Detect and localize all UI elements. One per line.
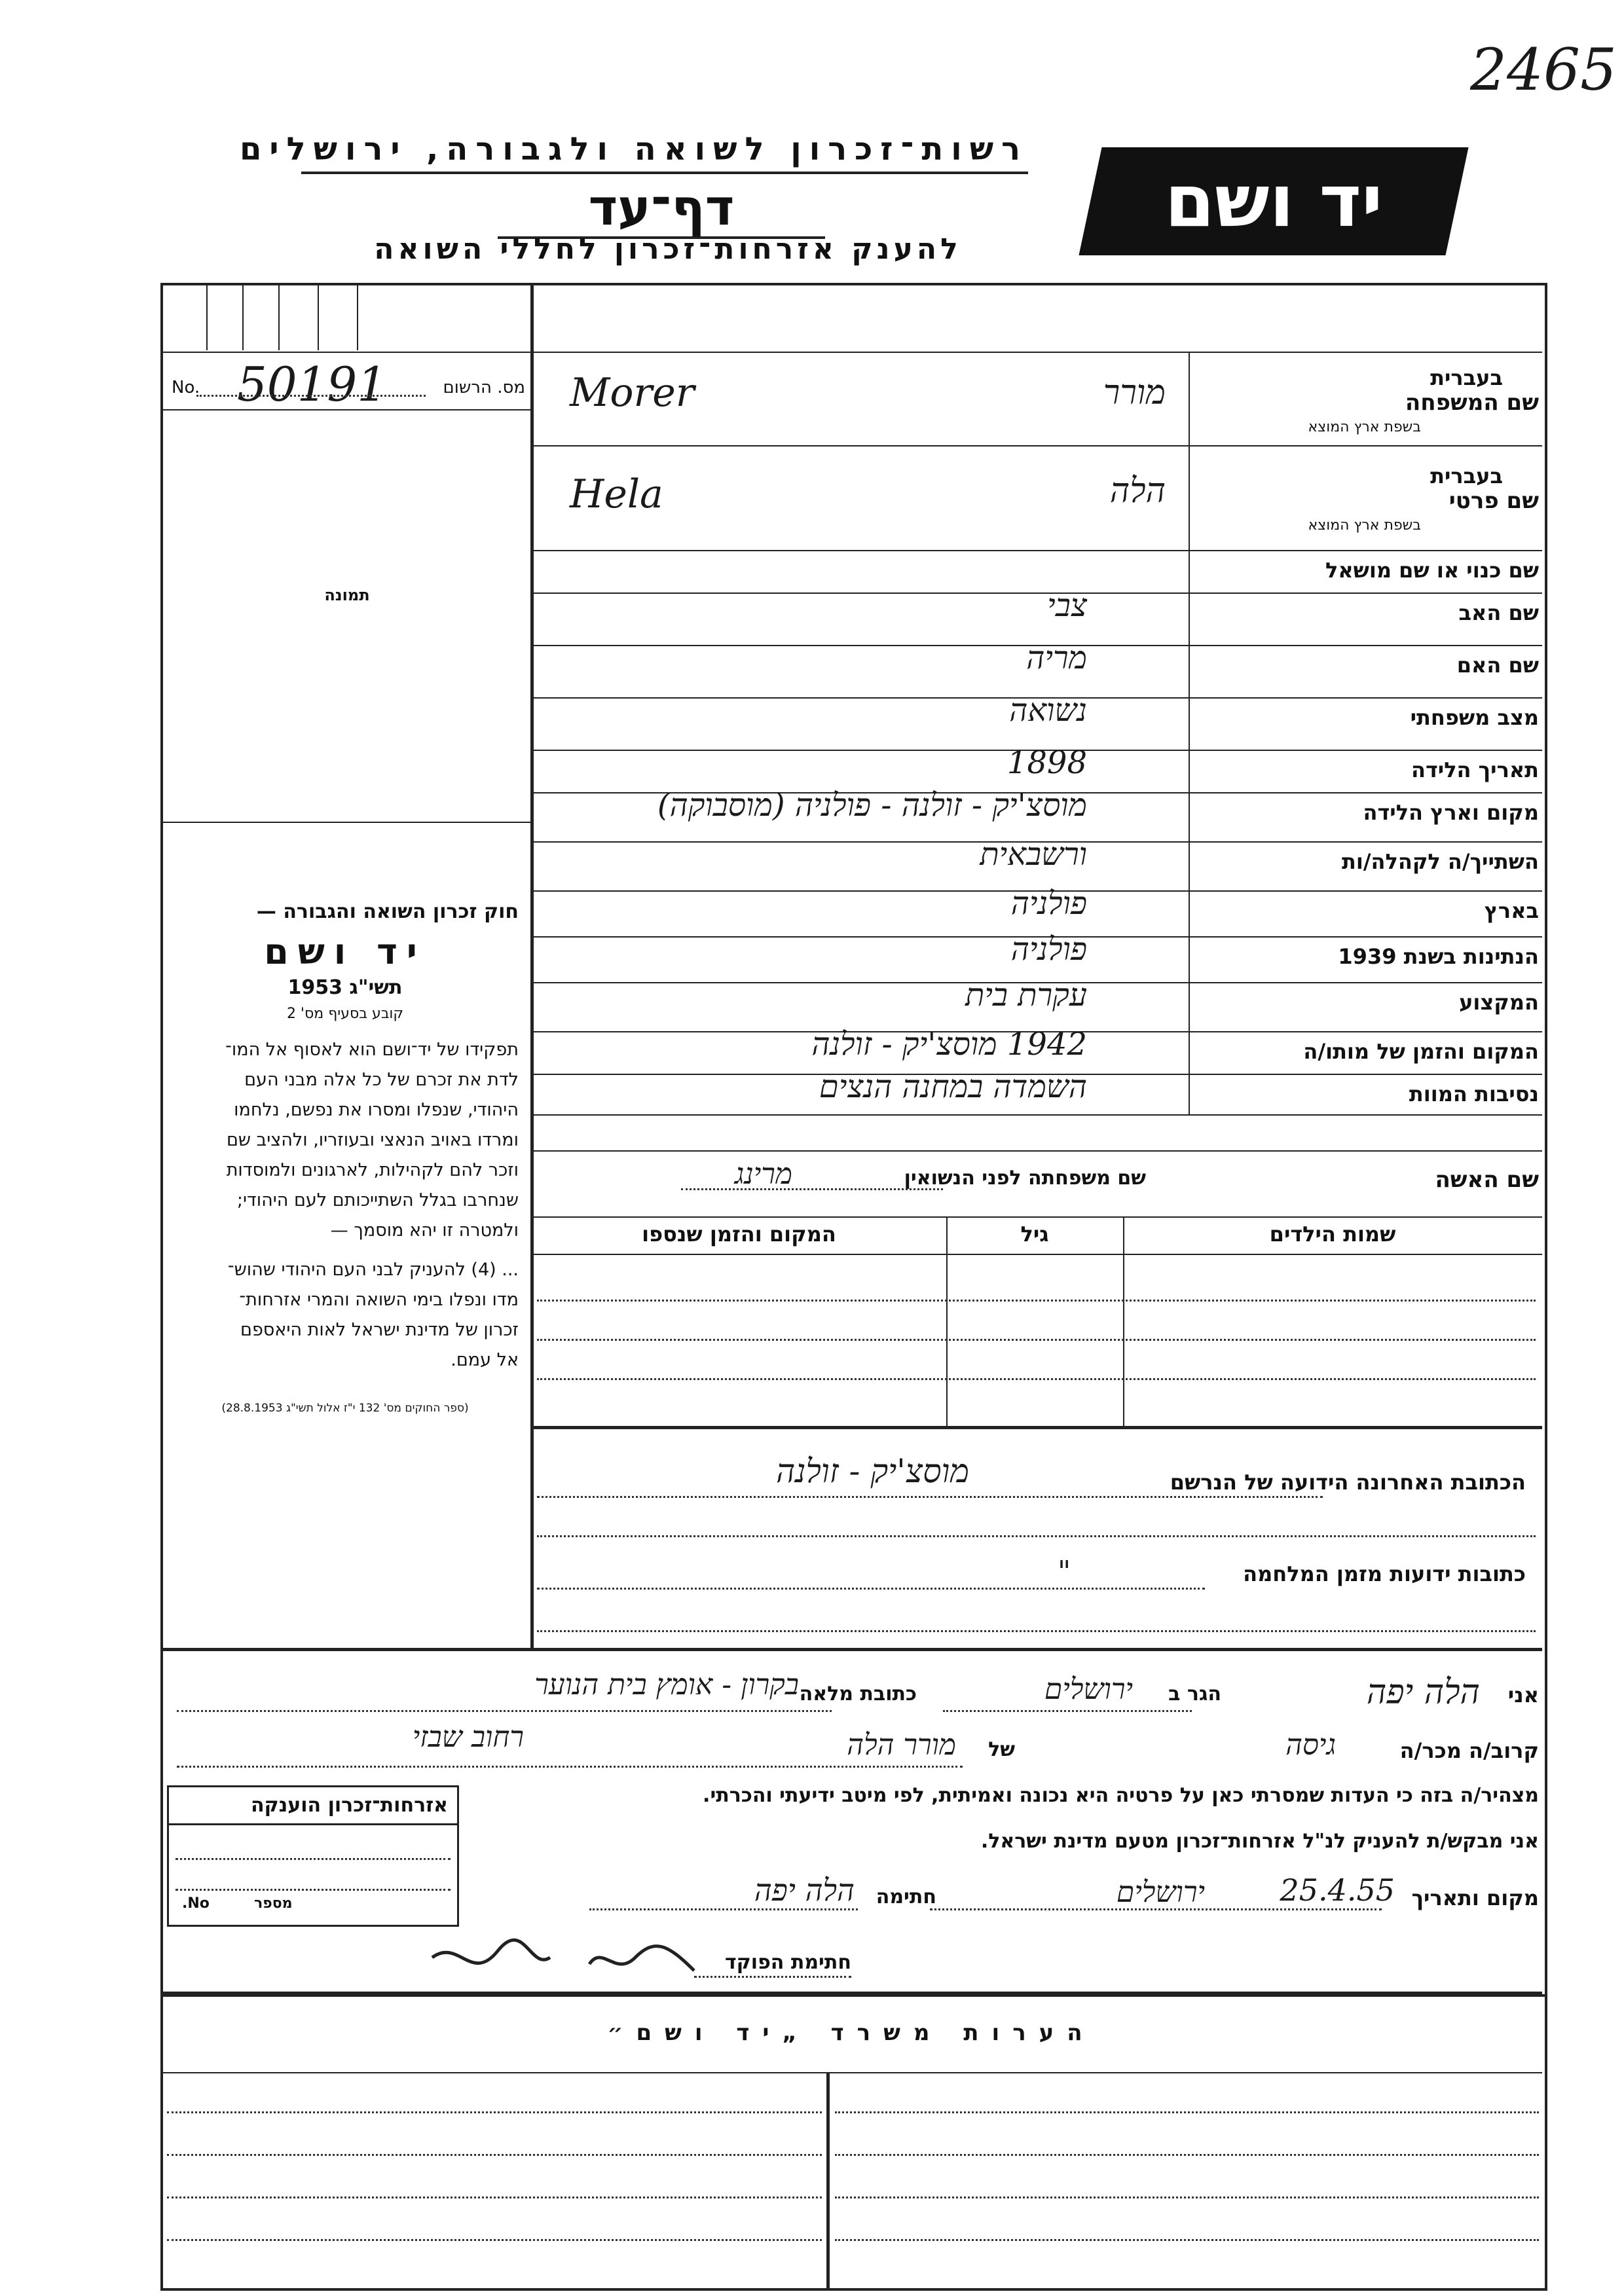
law-clause: קובע בסעיף מס' 2 (286, 1006, 404, 1022)
declaration-date: 25.4.55 (1280, 1872, 1395, 1908)
officer-signature-label: חתימת הפוקד (725, 1951, 851, 1974)
request-text: אני מבקש/ת להעניק לנ"ל אזרחות־זכרון מטעם מדינת ישראל. (980, 1830, 1539, 1853)
death-circ-label: נסיבות המוות (1409, 1082, 1539, 1106)
registration-number: No. 50191 מס. הרשום (172, 357, 525, 412)
corner-archive-number: 2465 (1470, 36, 1617, 103)
children-header-names: שמות הילדים (1269, 1222, 1396, 1247)
law-source: (ספר החוקים מס' 132 י"ז אלול תשי"ג 28.8.1953) (221, 1402, 469, 1415)
registration-value: 50191 (237, 357, 388, 412)
nickname-label: שם כנוי או שם מושאל (1325, 558, 1539, 583)
law-line: ומרדו באויב הנאצי ובעוזריו, ולהציב שם (226, 1130, 519, 1150)
citizenship-label: הנתינות בשנת 1939 (1338, 944, 1539, 969)
logo-text: יד ושם (1164, 159, 1383, 243)
marital-label: מצב משפחתי (1410, 705, 1539, 730)
firstname-origin-value: Hela (570, 471, 663, 517)
yad-vashem-logo (1079, 147, 1468, 255)
last-address-value: מוסצ'יק - זולנה (775, 1452, 969, 1490)
declaration-place: ירושלים (1116, 1876, 1205, 1909)
law-year: תשי"ג 1953 (287, 976, 403, 999)
declarant-relation: גיסה (1285, 1728, 1336, 1762)
remarks-frame (160, 1992, 1547, 2291)
death-place-value: 1942 מוסצ'יק - זולנה (811, 1026, 1087, 1063)
declarant-of-name: מורר הלה (847, 1728, 956, 1762)
law-paragraph-2 (172, 1255, 519, 1376)
declarant-address: בקרון - אומץ בית הנוער (534, 1668, 799, 1702)
surname-hebrew-value: מורר (1103, 373, 1166, 412)
law-line: זכרון של מדינת ישראל לאות היאספם (240, 1320, 519, 1340)
law-name: יד ושם (264, 931, 426, 972)
declarant-name: הלה יפה (1366, 1673, 1480, 1712)
citizenship-granted-box: אזרחות־זכרון הוענקה No. מספר (167, 1785, 459, 1927)
citizenship-box-title: אזרחות־זכרון הוענקה (169, 1787, 457, 1825)
community-label: השתייך/ה לקהלה/ות (1341, 849, 1539, 874)
authority-heading: רשות־זכרון לשואה ולגבורה, ירושלים (301, 131, 1028, 174)
surname-origin-value: Morer (570, 370, 695, 416)
law-line: אל עמם. (451, 1350, 519, 1370)
declarant-signature: הלה יפה (754, 1872, 855, 1908)
marital-value: נשואה (1009, 692, 1087, 729)
father-label: שם האב (1458, 600, 1539, 625)
surname-label: שם המשפחה (1405, 390, 1539, 416)
law-line: מדו ונפלו בימי השואה והמרי אזרחות־ (239, 1290, 519, 1310)
law-line: תפקידו של יד־ושם הוא לאסוף אל המו־ (225, 1040, 519, 1060)
code-boxes (164, 285, 527, 350)
profession-label: המקצוע (1459, 990, 1539, 1015)
law-paragraph-1 (172, 1035, 519, 1246)
citizenship-value: פולניה (1010, 931, 1087, 968)
law-text (172, 900, 519, 1415)
children-header-age: גיל (1020, 1222, 1049, 1247)
form-subtitle: להענק אזרחות־זכרון לחללי השואה (374, 232, 962, 266)
officer-signature-scribble (419, 1931, 707, 1997)
firstname-label: שם פרטי (1449, 488, 1539, 514)
firstname-hebrew-value: הלה (1109, 471, 1166, 511)
death-place-label: המקום והזמן של מותו/ה (1303, 1039, 1539, 1064)
birthplace-label: מקום וארץ הלידה (1363, 800, 1539, 825)
birthdate-value: 1898 (1006, 744, 1087, 781)
law-line: ... (4) להעניק לבני העם היהודי שהוש־ (227, 1260, 519, 1280)
declarant-city: ירושלים (1044, 1673, 1133, 1706)
father-value: צבי (1047, 587, 1087, 624)
war-address-label: כתובות ידועות מזמן המלחמה (1243, 1561, 1526, 1586)
declaration-text: מצהיר/ה בזה כי העדות שמסרתי כאן על פרטיה היא נכונה ואמיתית, לפי מיטב ידיעתי והכרתי. (703, 1784, 1539, 1807)
country-label: בארץ (1484, 898, 1539, 923)
profession-value: עקרת בית (965, 977, 1087, 1013)
birthplace-value: מוסצ'יק - זולנה - פולניה (מוסבוקה) (657, 787, 1087, 824)
death-circ-value: השמדה במחנה הנצים (819, 1068, 1087, 1105)
community-value: ורשבאית (980, 836, 1087, 873)
law-line: וזכר להם לקהילות, לארגונים ולמוסדות (226, 1160, 519, 1180)
last-address-label: הכתובת האחרונה הידועה של הנרשם (1170, 1470, 1526, 1495)
children-header-place: המקום והזמן שנספו (642, 1222, 836, 1247)
photo-label: תמונה (324, 586, 370, 604)
mother-label: שם האם (1456, 653, 1539, 678)
law-title: חוק זכרון השואה והגבורה — (256, 900, 519, 923)
law-line: לדת את זכרם של כל אלה מבני העם (244, 1070, 519, 1090)
maiden-label: שם משפחתה לפני הנשואין (904, 1167, 1146, 1190)
birthdate-label: תאריך הלידה (1411, 757, 1539, 782)
form-title: דף־עד (498, 178, 825, 239)
law-line: היהודי, שנפלו ומסרו את נפשם, נלחמו (234, 1100, 519, 1120)
spouse-label: שם האשה (1435, 1167, 1539, 1193)
war-address-value: " (1058, 1555, 1071, 1588)
declarant-district: רחוב שבזי (412, 1721, 524, 1754)
remarks-title: הערות משרד „יד ושם״ (607, 2020, 1096, 2046)
mother-value: מריה (1026, 640, 1087, 676)
maiden-value: מרינג (734, 1157, 792, 1191)
law-line: שנחרבו בגלל השתייכותם לעם היהודי; (236, 1190, 519, 1211)
country-value: פולניה (1010, 885, 1087, 922)
law-line: ולמטרה זו יהא מוסמך — (330, 1220, 519, 1241)
